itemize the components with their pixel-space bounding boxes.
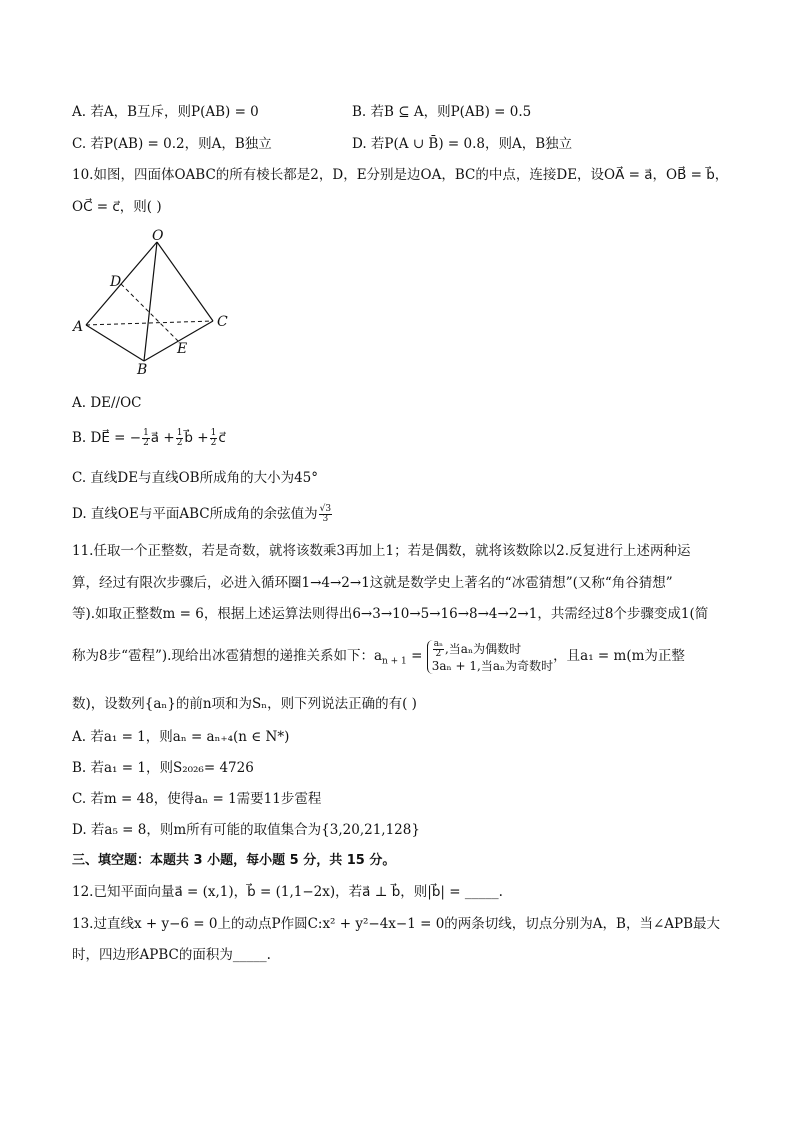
q10-option-a: A. DE//OC xyxy=(72,395,142,411)
q11-option-c: C. 若m = 48，使得aₙ = 1需要11步雹程 xyxy=(72,791,322,807)
q13-line2: 时，四边形APBC的面积为_____. xyxy=(72,947,271,963)
q11-line5: 数)，设数列{aₙ}的前n项和为Sₙ，则下列说法正确的有( ) xyxy=(72,696,417,712)
q10-option-d-prefix: D. 直线OE与平面ABC所成角的余弦值为 xyxy=(72,506,318,522)
q9-option-d: D. 若P(A ∪ B̄) = 0.8，则A，B独立 xyxy=(352,136,573,152)
fraction-half-c: $\frac{1}{2}$ xyxy=(210,428,217,448)
edge-oa xyxy=(86,242,157,325)
q11-recurrence-lhs: 称为8步“雹程”).现给出冰雹猜想的递推关系如下：a xyxy=(72,648,382,664)
label-e: E xyxy=(177,341,188,357)
q11-line2: 算，经过有限次步骤后，必进入循环圈1→4→2→1这就是数学史上著名的“冰雹猜想”(又称“角谷猜想” xyxy=(72,575,673,591)
q10-stem-line2: OC⃗ = c⃗，则( ) xyxy=(72,199,162,215)
label-o: O xyxy=(152,228,164,244)
edge-ab xyxy=(86,325,144,361)
q10-option-b-c: c⃗ xyxy=(218,430,226,446)
fraction-half-b: $\frac{1}{2}$ xyxy=(176,428,183,448)
q11-recurrence-eq: = xyxy=(406,648,427,664)
q11-option-b: B. 若a₁ = 1，则S₂₀₂₆= 4726 xyxy=(72,760,254,776)
q11-piecewise: $\frac{\text{aₙ}}{2}$ ,当aₙ为偶数时 3aₙ + 1,当aₙ为奇数时 xyxy=(427,640,553,674)
section-heading: 三、填空题：本题共 3 小题，每小题 5 分，共 15 分。 xyxy=(72,853,396,868)
label-a: A xyxy=(73,319,84,335)
q11-line4-suffix: ，且a₁ = m(m为正整 xyxy=(553,648,685,664)
q13-line1: 13.过直线x + y−6 = 0上的动点P作圆C:x² + y²−4x−1 = 0的两条切线，切点分别为A，B，当∠APB最大 xyxy=(72,916,721,932)
q10-stem-line1: 10.如图，四面体OABC的所有棱长都是2，D，E分别是边OA，BC的中点，连接DE，设OA⃗ = a⃗，OB⃗ = b⃗， xyxy=(72,167,729,183)
q11-line4 xyxy=(72,636,685,682)
fraction-half-a: $\frac{1}{2}$ xyxy=(143,428,149,448)
q10-option-b-a: a⃗ + xyxy=(150,430,175,446)
edge-oc xyxy=(157,242,213,321)
q11-option-d: D. 若a₅ = 8，则m所有可能的取值集合为{3,20,21,128} xyxy=(72,822,420,838)
tetrahedron-figure xyxy=(70,228,240,378)
q11-line1: 11.任取一个正整数，若是奇数，就将该数乘3再加上1；若是偶数，就将该数除以2.反复进行上述两种运 xyxy=(72,543,691,559)
q10-option-b-b: b⃗ + xyxy=(184,430,209,446)
label-b: B xyxy=(137,362,148,378)
q9-option-c: C. 若P(AB) = 0.2，则A，B独立 xyxy=(72,136,272,152)
q10-option-d xyxy=(72,504,333,524)
q11-case-even: ,当aₙ为偶数时 xyxy=(444,641,522,656)
q9-option-a: A. 若A，B互斥，则P(AB) = 0 xyxy=(72,104,259,120)
q11-recurrence-sub: n + 1 xyxy=(382,656,407,667)
q12-text: 12.已知平面向量a⃗ = (x,1)，b⃗ = (1,1−2x)，若a⃗ ⊥ b⃗，则|b⃗| = _____. xyxy=(72,884,503,900)
q10-option-c: C. 直线DE与直线OB所成角的大小为45° xyxy=(72,470,319,486)
q11-option-a: A. 若a₁ = 1，则aₙ = aₙ₊₄(n ∈ N*) xyxy=(72,729,290,745)
edge-ac-hidden xyxy=(86,321,213,325)
label-c: C xyxy=(217,314,228,330)
fraction-sqrt3-over-3: $\frac{√3}{3}$ xyxy=(319,504,332,524)
q10-option-b xyxy=(72,428,226,448)
q11-line3: 等).如取正整数m = 6，根据上述运算法则得出6→3→10→5→16→8→4→2→1，共需经过8个步骤变成1(简 xyxy=(72,606,709,622)
q9-option-b: B. 若B ⊆ A，则P(AB) = 0.5 xyxy=(352,104,532,120)
q11-case-odd: 3aₙ + 1,当aₙ为奇数时 xyxy=(431,658,554,673)
edge-ob xyxy=(144,242,157,361)
label-d: D xyxy=(110,274,122,290)
q10-option-b-prefix: B. DE⃗ = − xyxy=(72,430,142,446)
